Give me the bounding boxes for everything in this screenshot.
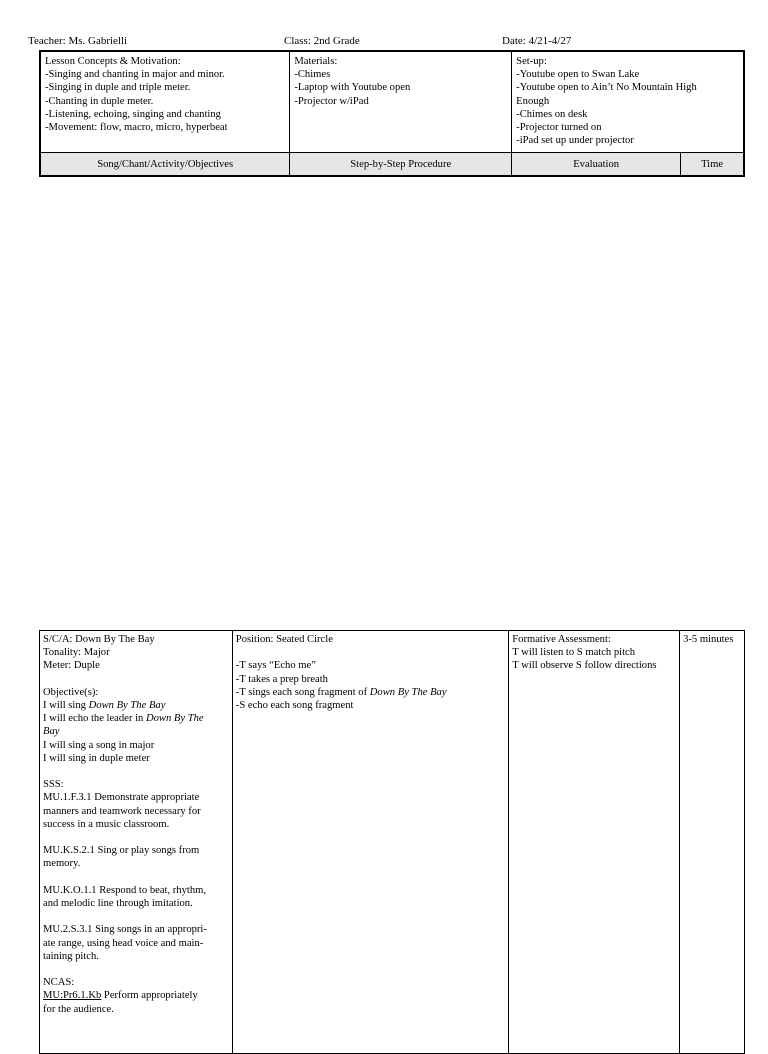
objective-text: I will sing a song in major — [43, 739, 155, 751]
activity-table — [39, 630, 745, 1054]
objective-text: I will sing — [43, 700, 89, 711]
position: Position: Seated Circle — [235, 634, 333, 645]
song-title: Down By The — [145, 713, 204, 725]
concept-item: -Chanting in duple meter. — [45, 95, 154, 107]
evaluation-cell — [509, 631, 680, 1054]
lesson-plan-header-table — [39, 50, 745, 177]
tonality: Tonality: Major — [43, 647, 110, 659]
evaluation-item: T will observe S follow directions — [512, 660, 657, 672]
sca-title: Down By The Bay — [75, 634, 155, 645]
standard-text: memory. — [43, 858, 81, 870]
meter: Meter: Duple — [43, 660, 100, 672]
teacher-label: Teacher: Ms. Gabrielli — [28, 35, 128, 47]
concepts-cell — [40, 51, 290, 153]
evaluation-item: T will listen to S match pitch — [512, 647, 636, 659]
procedure-step: -S echo each song fragment — [235, 700, 354, 711]
concept-item: -Singing and chanting in major and minor. — [45, 69, 225, 81]
setup-item: Enough — [516, 95, 550, 107]
material-item: -Chimes — [294, 69, 331, 81]
song-title: Bay — [43, 726, 60, 738]
setup-cell — [512, 51, 744, 153]
material-item: -Laptop with Youtube open — [294, 82, 411, 94]
standard-text: MU.K.O.1.1 Respond to beat, rhythm, — [43, 884, 207, 896]
objectives-title: Objective(s): — [43, 686, 99, 698]
objective-text: I will sing in duple meter — [43, 752, 150, 764]
standard-text: for the audience. — [43, 1003, 114, 1015]
objectives-cell — [40, 631, 233, 1054]
standard-text: MU.2.S.3.1 Sing songs in an appropri- — [43, 924, 207, 936]
materials-cell — [290, 51, 512, 153]
standard-text: and melodic line through imitation. — [43, 898, 193, 909]
ncas-title: NCAS: — [43, 977, 75, 989]
standard-text: Perform appropriately — [101, 990, 198, 1002]
column-header-procedure: Step-by-Step Procedure — [290, 153, 512, 177]
standard-text: manners and teamwork necessary for — [43, 805, 201, 817]
procedure-step: -T sings each song fragment of — [235, 686, 370, 698]
standard-text: success in a music classroom. — [43, 818, 170, 830]
setup-item: -iPad set up under projector — [516, 135, 634, 147]
sss-title: SSS: — [43, 779, 64, 791]
class-label: Class: 2nd Grade — [284, 35, 360, 47]
material-item: -Projector w/iPad — [294, 95, 369, 107]
concepts-title: Lesson Concepts & Motivation: — [45, 56, 181, 67]
standard-text: taining pitch. — [43, 950, 99, 962]
concept-item: -Movement: flow, macro, micro, hyperbeat — [45, 122, 228, 134]
ncas-code: MU:Pr6.1.Kb — [43, 990, 102, 1002]
procedure-cell — [232, 631, 508, 1054]
setup-title: Set-up: — [516, 56, 547, 67]
concept-item: -Listening, echoing, singing and chanting — [45, 108, 221, 120]
setup-item: -Projector turned on — [516, 122, 602, 134]
date-label: Date: 4/21-4/27 — [502, 35, 572, 47]
song-title: Down By The Bay — [88, 700, 166, 711]
setup-item: -Youtube open to Swan Lake — [516, 69, 640, 81]
song-title: Down By The Bay — [369, 686, 447, 698]
objective-text: I will echo the leader in — [43, 713, 146, 725]
setup-item: -Chimes on desk — [516, 108, 588, 120]
evaluation-title: Formative Assessment: — [512, 634, 611, 645]
time-cell — [680, 631, 745, 1054]
procedure-step: -T takes a prep breath — [235, 673, 328, 685]
materials-title: Materials: — [294, 56, 338, 67]
standard-text: MU.K.S.2.1 Sing or play songs from — [43, 845, 200, 857]
standard-text: ate range, using head voice and main- — [43, 937, 204, 949]
standard-text: MU.1.F.3.1 Demonstrate appropriate — [43, 792, 200, 804]
procedure-step: -T says “Echo me” — [235, 660, 316, 672]
sca-prefix: S/C/A: — [43, 634, 76, 645]
concept-item: -Singing in duple and triple meter. — [45, 82, 191, 94]
column-header-time: Time — [681, 153, 744, 177]
column-header-objectives: Song/Chant/Activity/Objectives — [40, 153, 290, 177]
setup-item: -Youtube open to Ain’t No Mountain High — [516, 82, 697, 94]
column-header-evaluation: Evaluation — [512, 153, 681, 177]
time-value: 3-5 minutes — [683, 634, 734, 645]
